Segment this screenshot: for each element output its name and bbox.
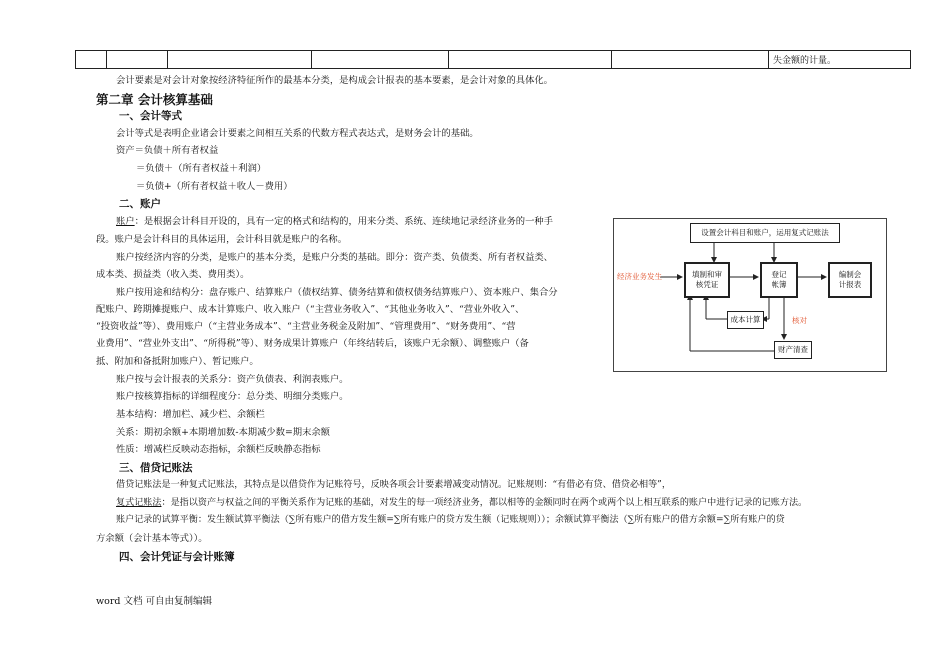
section-heading-equation: 一、会计等式 <box>119 110 182 122</box>
section-heading-debit-credit: 三、借贷记账法 <box>119 462 193 474</box>
account-definition-line-1: 账户：是根据会计科目开设的，具有一定的格式和结构的，用来分类、系统、连续地记录经济业务的一种手 <box>116 216 553 227</box>
section-heading-vouchers: 四、会计凭证与会计账簿 <box>119 551 235 563</box>
top-table-fragment <box>75 50 911 69</box>
fill-voucher-box: 填制和审 核凭证 <box>684 262 730 298</box>
trial-balance-line-2: 方余额（会计基本等式））。 <box>96 533 208 544</box>
account-purpose-line-4: 业费用”、“营业外支出”、“所得税”等）、财务成果计算账户（年终结转后，该账户无余额）、调整账户（备 <box>96 338 529 349</box>
setup-accounts-box: 设置会计科目和账户，运用复式记账法 <box>690 223 840 243</box>
double-entry-term: 复式记账法 <box>116 498 162 508</box>
account-report-relation: 账户按与会计报表的关系分：资产负债表、利润表账户。 <box>116 374 349 385</box>
table-cell-last: 失金额的计量。 <box>769 51 911 69</box>
intro-paragraph: 会计要素是对会计对象按经济特征所作的最基本分类，是构成会计报表的基本要素，是会计对象的具体化。 <box>116 75 553 86</box>
table-cell <box>312 51 449 69</box>
double-entry-definition: 复式记账法：是指以资产与权益之间的平衡关系作为记账的基础，对发生的每一项经济业务，都以相等的金额同时在两个或两个以上相互联系的账户中进行记录的记账方法。 <box>116 498 808 508</box>
chapter-title: 第二章 会计核算基础 <box>96 92 213 107</box>
account-purpose-line-2: 配账户、跨期摊提账户、成本计算账户、收入账户（“主营业务收入”、“其他业务收入”、“营业外收入”、 <box>96 304 525 315</box>
table-cell <box>107 51 168 69</box>
property-inventory-box: 财产清查 <box>774 341 812 359</box>
business-occurrence-label: 经济业务发生 <box>617 272 662 281</box>
table-cell <box>168 51 312 69</box>
debit-credit-definition: 借贷记账法是一种复式记账法，其特点是以借贷作为记账符号，反映各项会计要素增减变动情况。记账规则：“有借必有贷、借贷必相等”， <box>116 480 671 490</box>
table-cell <box>612 51 769 69</box>
account-classification-line-2: 成本类、损益类（收入类、费用类）。 <box>96 269 250 280</box>
account-nature: 性质：增减栏反映动态指标，余额栏反映静态指标 <box>116 444 321 455</box>
reconcile-label: 核对 <box>792 316 807 325</box>
table-cell <box>449 51 612 69</box>
equation-line-2: ＝负债＋（所有者权益＋利润） <box>136 163 267 174</box>
account-classification-line-1: 账户按经济内容的分类，是账户的基本分类，是账户分类的基础。即分：资产类、负债类、所有者权益类、 <box>116 252 553 263</box>
equation-definition: 会计等式是表明企业诸会计要素之间相互关系的代数方程式表达式，是财务会计的基础。 <box>116 128 479 139</box>
section-heading-account: 二、账户 <box>119 198 161 210</box>
account-definition-line-2: 段。账户是会计科目的具体运用，会计科目就是账户的名称。 <box>96 234 348 245</box>
equation-line-1: 资产＝负债＋所有者权益 <box>116 145 219 156</box>
account-basic-structure: 基本结构：增加栏、减少栏、余额栏 <box>116 409 265 420</box>
account-detail-level: 账户按核算指标的详细程度分：总分类、明细分类账户。 <box>116 391 349 402</box>
equation-line-3: ＝负债+（所有者权益＋收人－费用） <box>136 181 293 192</box>
cost-calculation-box: 成本计算 <box>727 311 764 329</box>
account-purpose-line-5: 抵、附加和备抵附加账户）、暂记账户。 <box>96 356 259 367</box>
footer-note: word 文档 可自由复制编辑 <box>96 596 213 607</box>
account-term: 账户 <box>116 216 135 227</box>
prepare-reports-box: 编制会 计报表 <box>828 262 872 298</box>
table-cell <box>76 51 107 69</box>
table-row <box>76 51 911 69</box>
accounting-cycle-diagram <box>613 218 887 372</box>
account-purpose-line-1: 账户按用途和结构分：盘存账户、结算账户（债权结算、债务结算和债权债务结算账户）、资本账户、集合分 <box>116 287 558 298</box>
account-balance-relation: 关系：期初余额+本期增加数-本期减少数=期末余额 <box>116 427 330 438</box>
register-books-box: 登记 帐簿 <box>760 262 798 298</box>
account-purpose-line-3: “投资收益”等）、费用账户（“主营业务成本”、“主营业务税金及附加”、“管理费用”、“财务费用”、“营 <box>96 321 516 332</box>
trial-balance-line-1: 账户记录的试算平衡：发生额试算平衡法（∑所有账户的借方发生额=∑所有账户的贷方发生额（记账规则））；余额试算平衡法（∑所有账户的借方余额=∑所有账户的贷 <box>116 515 785 525</box>
